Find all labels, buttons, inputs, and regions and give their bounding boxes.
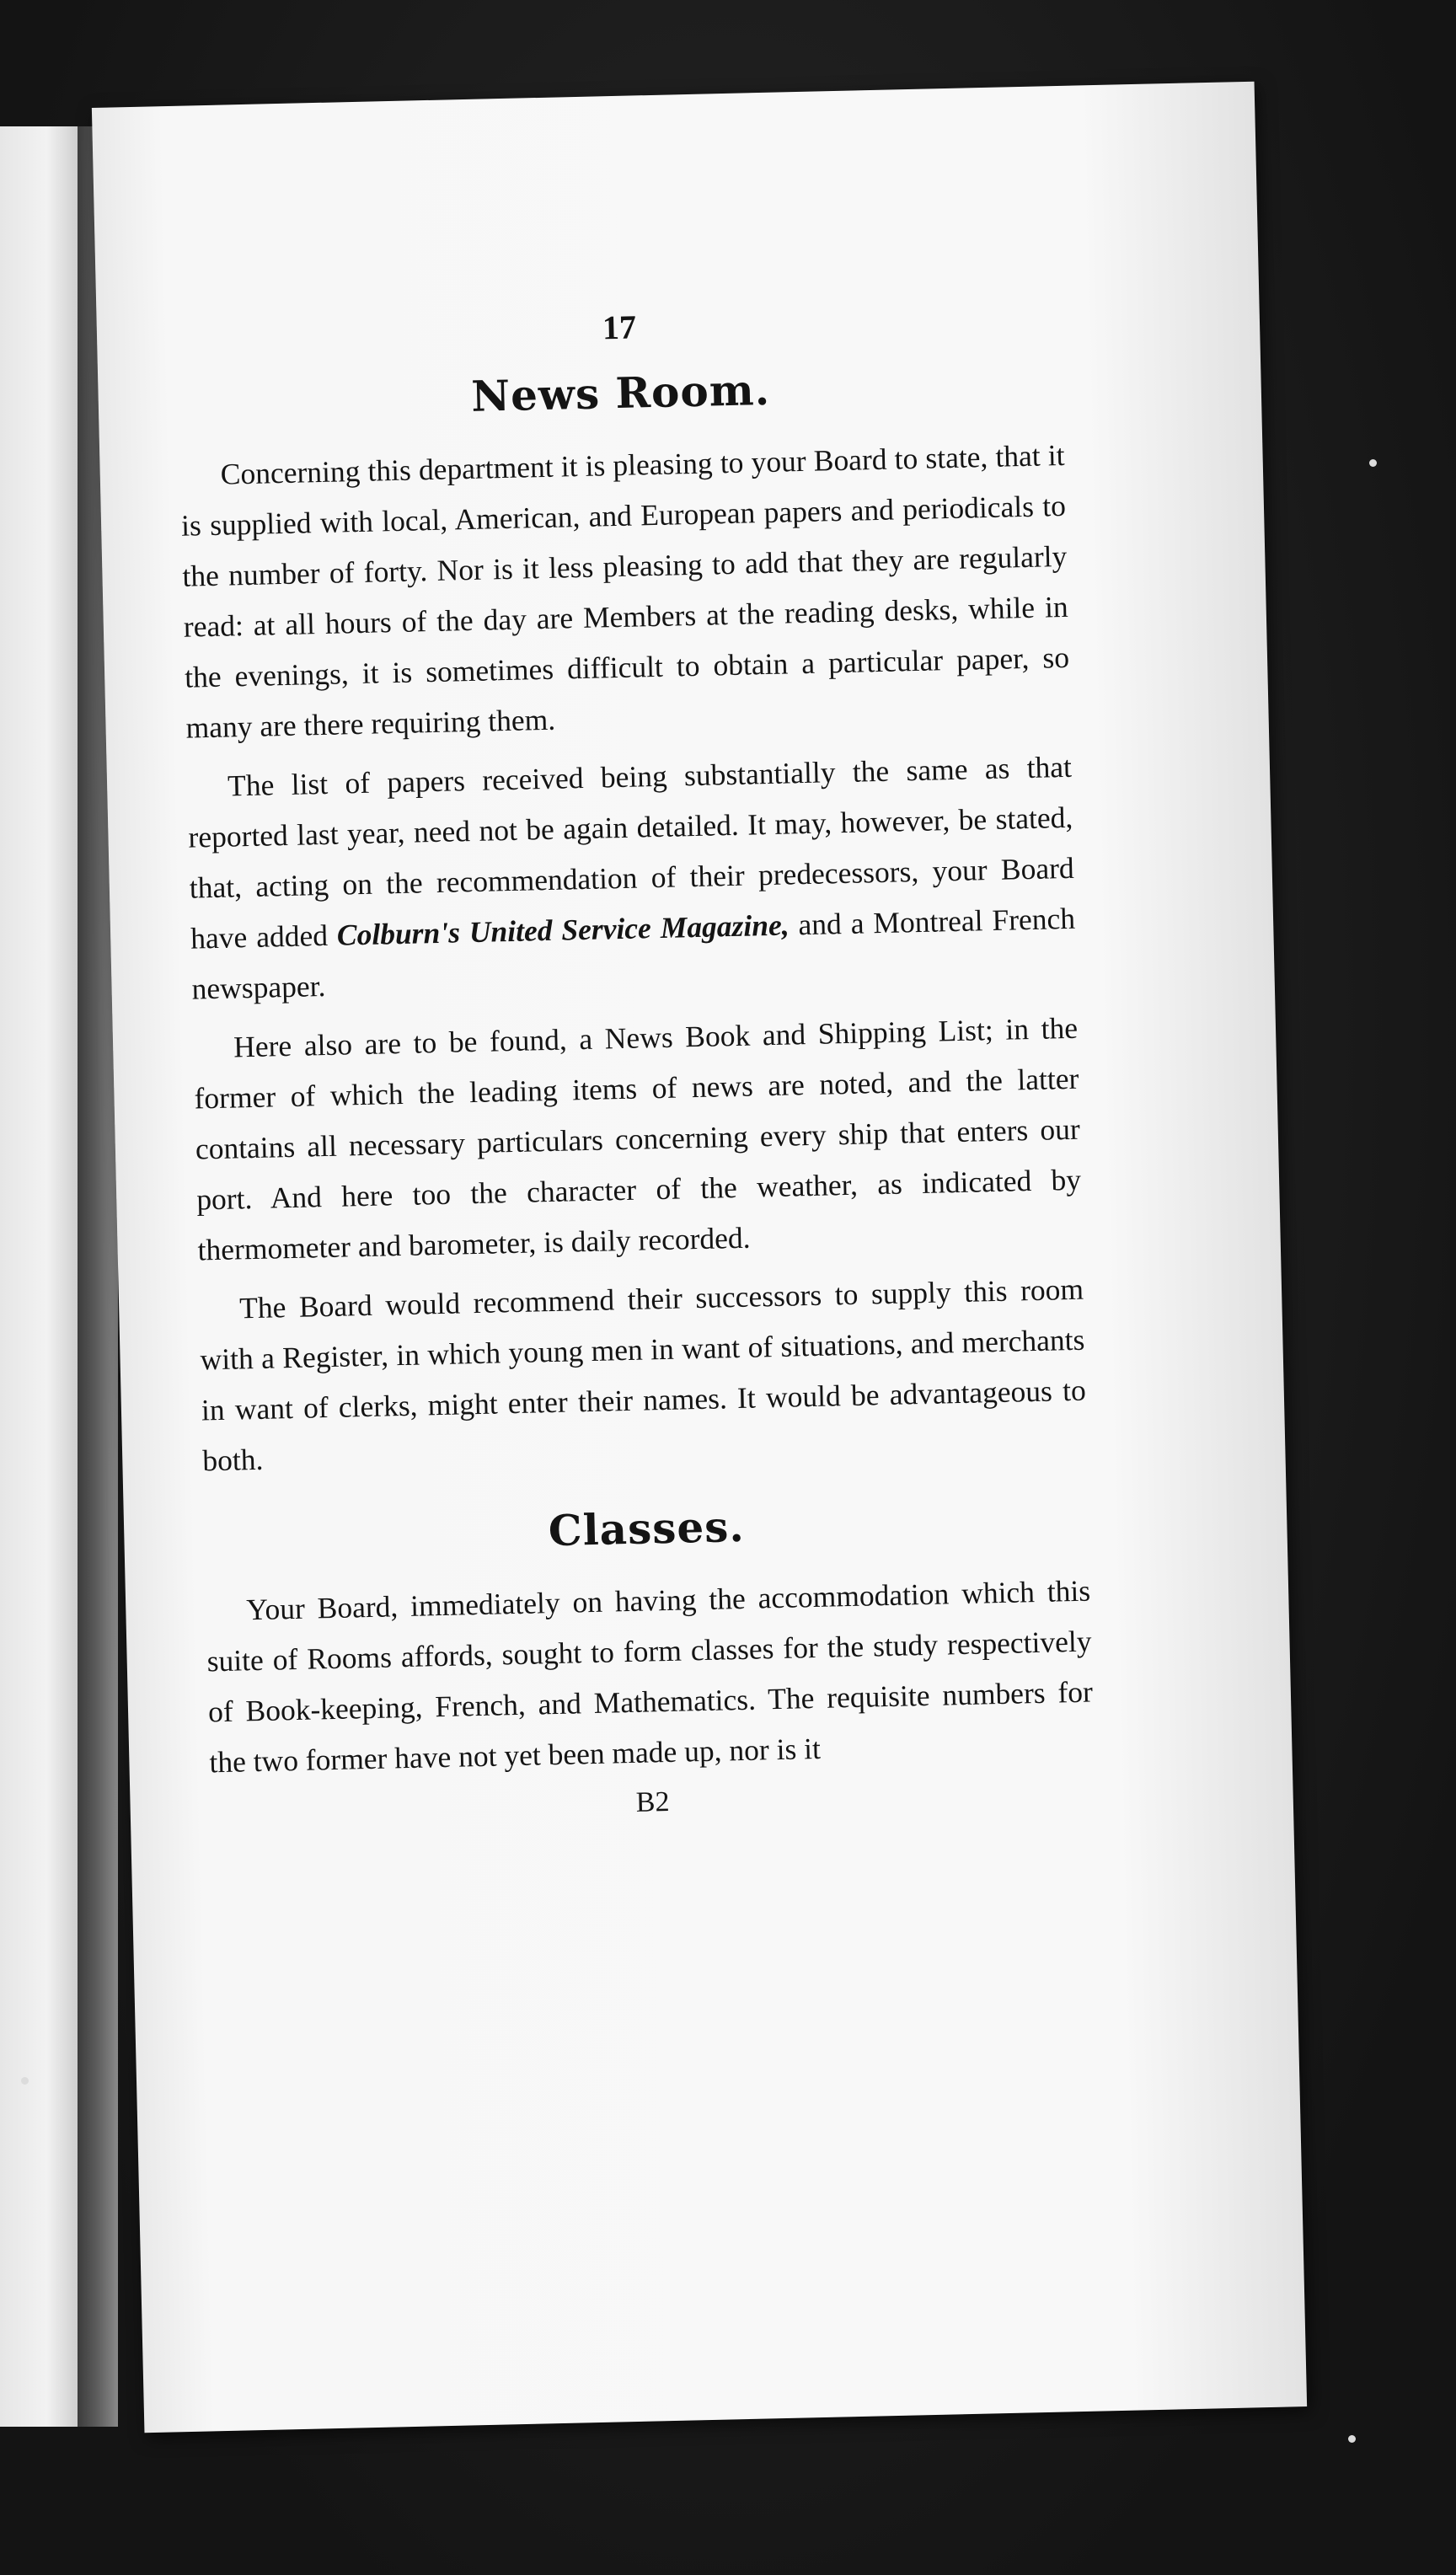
book-page	[92, 82, 1307, 2433]
paragraph-text: The list of papers received being substantially the same as that reported last year, need not be again detailed. It may, however, be stated, that, acting on the recommendation of their predecessors, your Board have added	[188, 749, 1075, 956]
news-room-paragraph-3: Here also are to be found, a News Book and Shipping List; in the former of which the leading items of news are noted, and the latter contains all necessary particulars concerning every ship that enters our port. And here too the character of the weather, as indicated by thermometer and barometer, is daily recorded.	[194, 1010, 1082, 1267]
news-room-paragraph-1: Concerning this department it is pleasing to your Board to state, that it is supplied with local, American, and European papers and periodicals to the number of forty. Nor is it less pleasing to add that they are regularly read: at all hours of the day are Members at the reading desks, while in the evenings, it is sometimes difficult to obtain a particular paper, so many are there requiring them.	[180, 437, 1070, 745]
page-content	[177, 297, 1095, 1829]
classes-heading: Classes.	[548, 1501, 746, 1556]
paragraph-text: and a Montreal French newspaper.	[191, 901, 1076, 1006]
dust-speck	[21, 2077, 29, 2085]
signature-mark: B2	[635, 1785, 670, 1818]
facing-page-edge	[0, 126, 78, 2427]
news-room-heading: News Room.	[470, 364, 771, 421]
page-number: 17	[602, 308, 637, 347]
magazine-title: Colburn's United Service Magazine,	[336, 907, 790, 952]
dust-speck	[1369, 459, 1377, 467]
dust-speck	[1348, 2435, 1356, 2443]
classes-paragraph: Your Board, immediately on having the accommodation which this suite of Rooms affords, sought to form classes for the study respectively of Book-keeping, French, and Mathematics. The requisite numbers for the two former have not yet been made up, nor is it	[206, 1573, 1094, 1780]
news-room-paragraph-2	[186, 741, 1077, 1014]
news-room-paragraph-4: The Board would recommend their successors to supply this room with a Register, in which young men in want of situations, and merchants in want of clerks, might enter their names. It would be advantageous to both.	[200, 1271, 1087, 1478]
